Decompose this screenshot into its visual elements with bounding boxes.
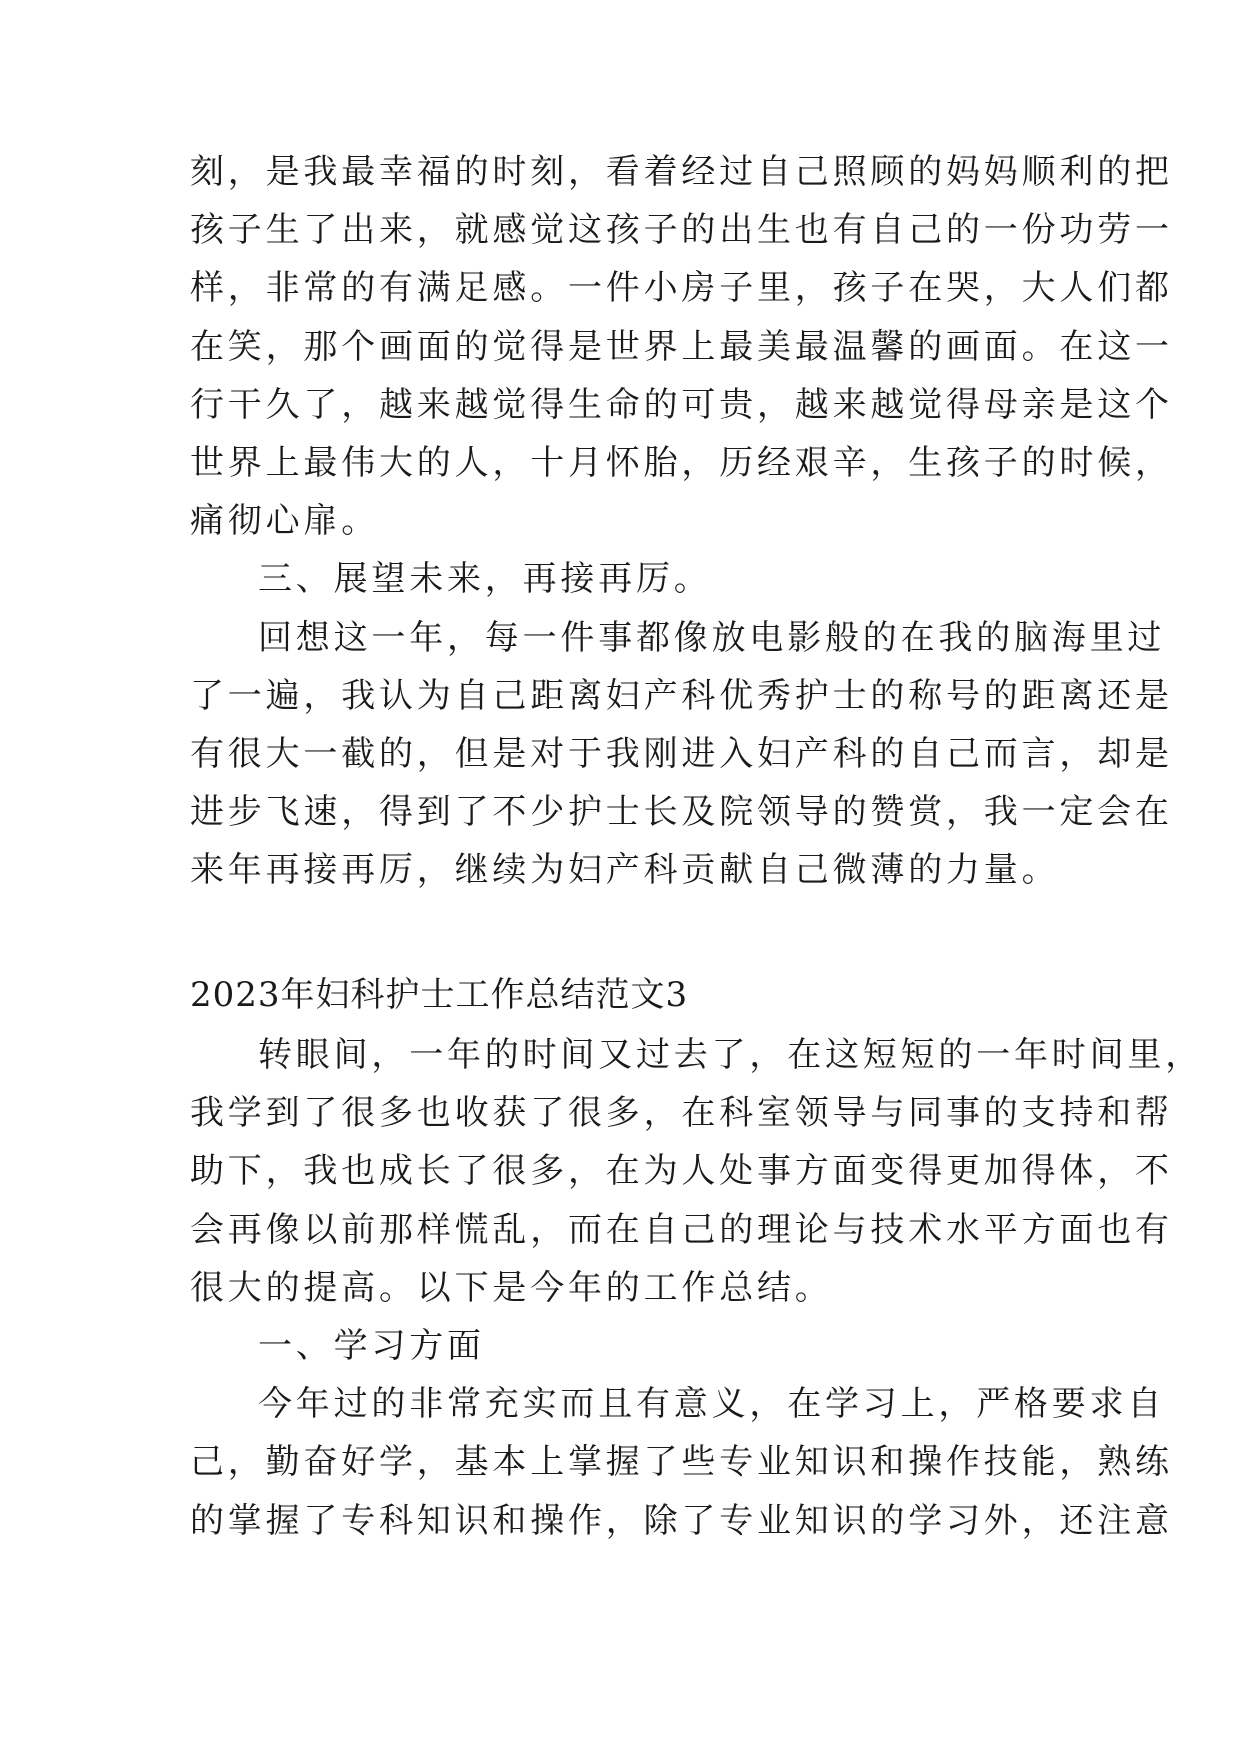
text-line: 了一遍，我认为自己距离妇产科优秀护士的称号的距离还是: [190, 675, 1173, 716]
text-line: 在笑，那个画面的觉得是世界上最美最温馨的画面。在这一: [190, 326, 1173, 367]
text-line: 我学到了很多也收获了很多，在科室领导与同事的支持和帮: [190, 1093, 1173, 1134]
subheading-study: 一、学习方面: [258, 1325, 485, 1366]
paragraph-start: 今年过的非常充实而且有意义，在学习上，严格要求自: [258, 1384, 1166, 1425]
text-line: 刻，是我最幸福的时刻，看着经过自己照顾的妈妈顺利的把: [190, 152, 1173, 192]
text-line: 己，勤奋好学，基本上掌握了些专业知识和操作技能，熟练: [190, 1442, 1173, 1483]
text-line: 孩子生了出来，就感觉这孩子的出生也有自己的一份功劳一: [190, 210, 1173, 251]
text-line: 行干久了，越来越觉得生命的可贵，越来越觉得母亲是这个: [190, 384, 1173, 425]
subheading-outlook: 三、展望未来，再接再厉。: [258, 559, 712, 600]
text-line: 世界上最伟大的人，十月怀胎，历经艰辛，生孩子的时候，: [190, 442, 1173, 483]
text-line: 会再像以前那样慌乱，而在自己的理论与技术水平方面也有: [190, 1209, 1173, 1250]
text-line: 有很大一截的，但是对于我刚进入妇产科的自己而言，却是: [190, 733, 1173, 774]
section-title: 2023年妇科护士工作总结范文3: [190, 975, 689, 1015]
text-line: 样，非常的有满足感。一件小房子里，孩子在哭，大人们都: [190, 268, 1173, 309]
text-line: 来年再接再厉，继续为妇产科贡献自己微薄的力量。: [190, 850, 1060, 891]
paragraph-start: 转眼间，一年的时间又过去了，在这短短的一年时间里，: [258, 1035, 1203, 1075]
text-line: 进步飞速，得到了不少护士长及院领导的赞赏，我一定会在: [190, 792, 1173, 833]
text-line: 痛彻心扉。: [190, 501, 379, 542]
text-line: 很大的提高。以下是今年的工作总结。: [190, 1267, 833, 1308]
text-line: 助下，我也成长了很多，在为人处事方面变得更加得体，不: [190, 1151, 1173, 1192]
body-text-part-2: [190, 1026, 1203, 1550]
body-text-part-1: [190, 143, 1173, 899]
text-line: 的掌握了专科知识和操作，除了专业知识的学习外，还注意: [190, 1500, 1173, 1541]
paragraph-start: 回想这一年，每一件事都像放电影般的在我的脑海里过: [258, 617, 1166, 658]
